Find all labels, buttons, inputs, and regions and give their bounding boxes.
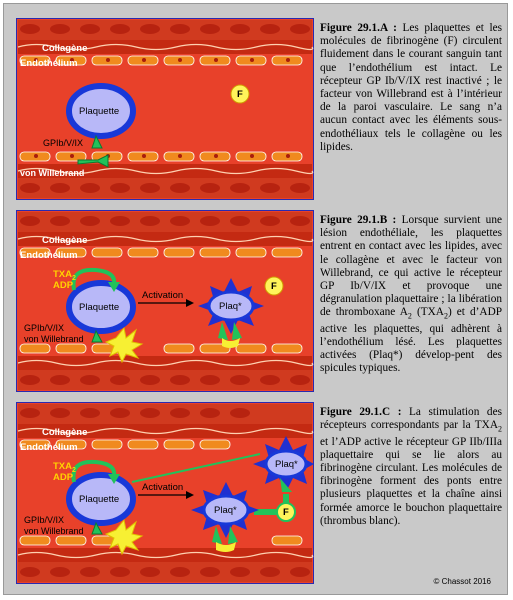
- label-gpib: GPIb/V/IX: [24, 323, 65, 333]
- label-vwf: von Willebrand: [24, 334, 84, 344]
- txa2-sub: 2: [72, 274, 76, 282]
- caption-b-sub: 2: [407, 311, 412, 321]
- caption-b-body-2: (TXA: [411, 306, 444, 319]
- label-adp: ADP: [53, 472, 74, 483]
- caption-a-body: Les plaquettes et les molécules de fibrinogène (F) circulent fluidement dans le courant sanguin tant que l’endothélium est intact. Le récepteur GP Ib/V/IX rest inactivé ; le facteur von Willebrand est à l’intérieur de la paroi vasculaire. Le sang n’a aucun contact avec les éléments sous-endothéliaux tels le collagène ou les lipides.: [320, 22, 502, 153]
- label-endothelium: Endothélium: [20, 58, 78, 69]
- copyright-notice: © Chassot 2016: [433, 577, 491, 586]
- label-collagene: Collagène: [42, 43, 88, 54]
- txa2-sub: 2: [72, 466, 76, 474]
- caption-a: [320, 22, 502, 154]
- caption-b-body-3: ) et d’ADP active les plaquettes, qui adhèrent à l’endothélium lésé. Les plaquettes activées (Plaq*) dévelop-pent des spicules typiques.: [320, 306, 503, 375]
- caption-c: [320, 406, 502, 528]
- caption-c-body-2: et l’ADP active le récepteur GP IIb/IIIa plaquettaire qui se lie alors au fibrinogène circulant. Les molécules de fibrinogène forment des ponts entre plusieurs plaquettes et la chaîne ainsi formée amorce le bouchon plaquettaire (thrombus blanc).: [320, 435, 502, 527]
- caption-b-title: Figure 29.1.B :: [320, 214, 397, 226]
- panel-c: [16, 402, 314, 584]
- label-plaq-active-upper: Plaq*: [275, 459, 298, 470]
- caption-c-title: Figure 29.1.C :: [320, 406, 402, 418]
- label-fibrinogen: F: [271, 281, 277, 292]
- panel-b: [16, 210, 314, 392]
- label-vwf: von Willebrand: [24, 526, 84, 536]
- label-collagene: Collagène: [42, 235, 88, 246]
- txa2-text: TXA: [53, 269, 72, 280]
- label-endothelium: Endothélium: [20, 250, 78, 261]
- txa2-text: TXA: [53, 461, 72, 472]
- label-adp: ADP: [53, 280, 74, 291]
- label-plaq-active: Plaq*: [219, 301, 242, 312]
- label-activation: Activation: [142, 290, 184, 301]
- panel-a: [16, 18, 314, 200]
- caption-c-body-1: La stimulation des récepteurs correspondants par la TXA: [320, 406, 502, 432]
- label-fibrinogen: F: [237, 89, 243, 100]
- caption-b-sub2: 2: [443, 311, 448, 321]
- label-fibrinogen: F: [283, 507, 289, 518]
- label-vwf: von Willebrand: [20, 168, 85, 178]
- label-plaq-active-lower: Plaq*: [214, 505, 237, 516]
- caption-b-body-1: Lorsque survient une lésion endothéliale, les plaquettes entrent en contact avec les lipides, avec le collagène et avec le facteur von Willebrand, ce qui active le récepteur GP Ib/V/IX et provoque une dégranulation plaquettaire ; la libération de thromboxane A: [320, 214, 502, 319]
- label-plaquette: Plaquette: [79, 302, 120, 313]
- caption-c-sub: 2: [498, 424, 502, 434]
- label-gpib: GPIb/V/IX: [43, 138, 84, 148]
- label-plaquette: Plaquette: [79, 494, 120, 505]
- label-endothelium: Endothélium: [20, 442, 78, 453]
- label-collagene: Collagène: [42, 427, 88, 438]
- figure-frame: [3, 3, 508, 595]
- label-activation: Activation: [142, 482, 184, 493]
- label-plaquette: Plaquette: [79, 106, 120, 117]
- caption-b: [320, 214, 502, 376]
- label-gpib: GPIb/V/IX: [24, 515, 65, 525]
- caption-a-title: Figure 29.1.A :: [320, 22, 397, 34]
